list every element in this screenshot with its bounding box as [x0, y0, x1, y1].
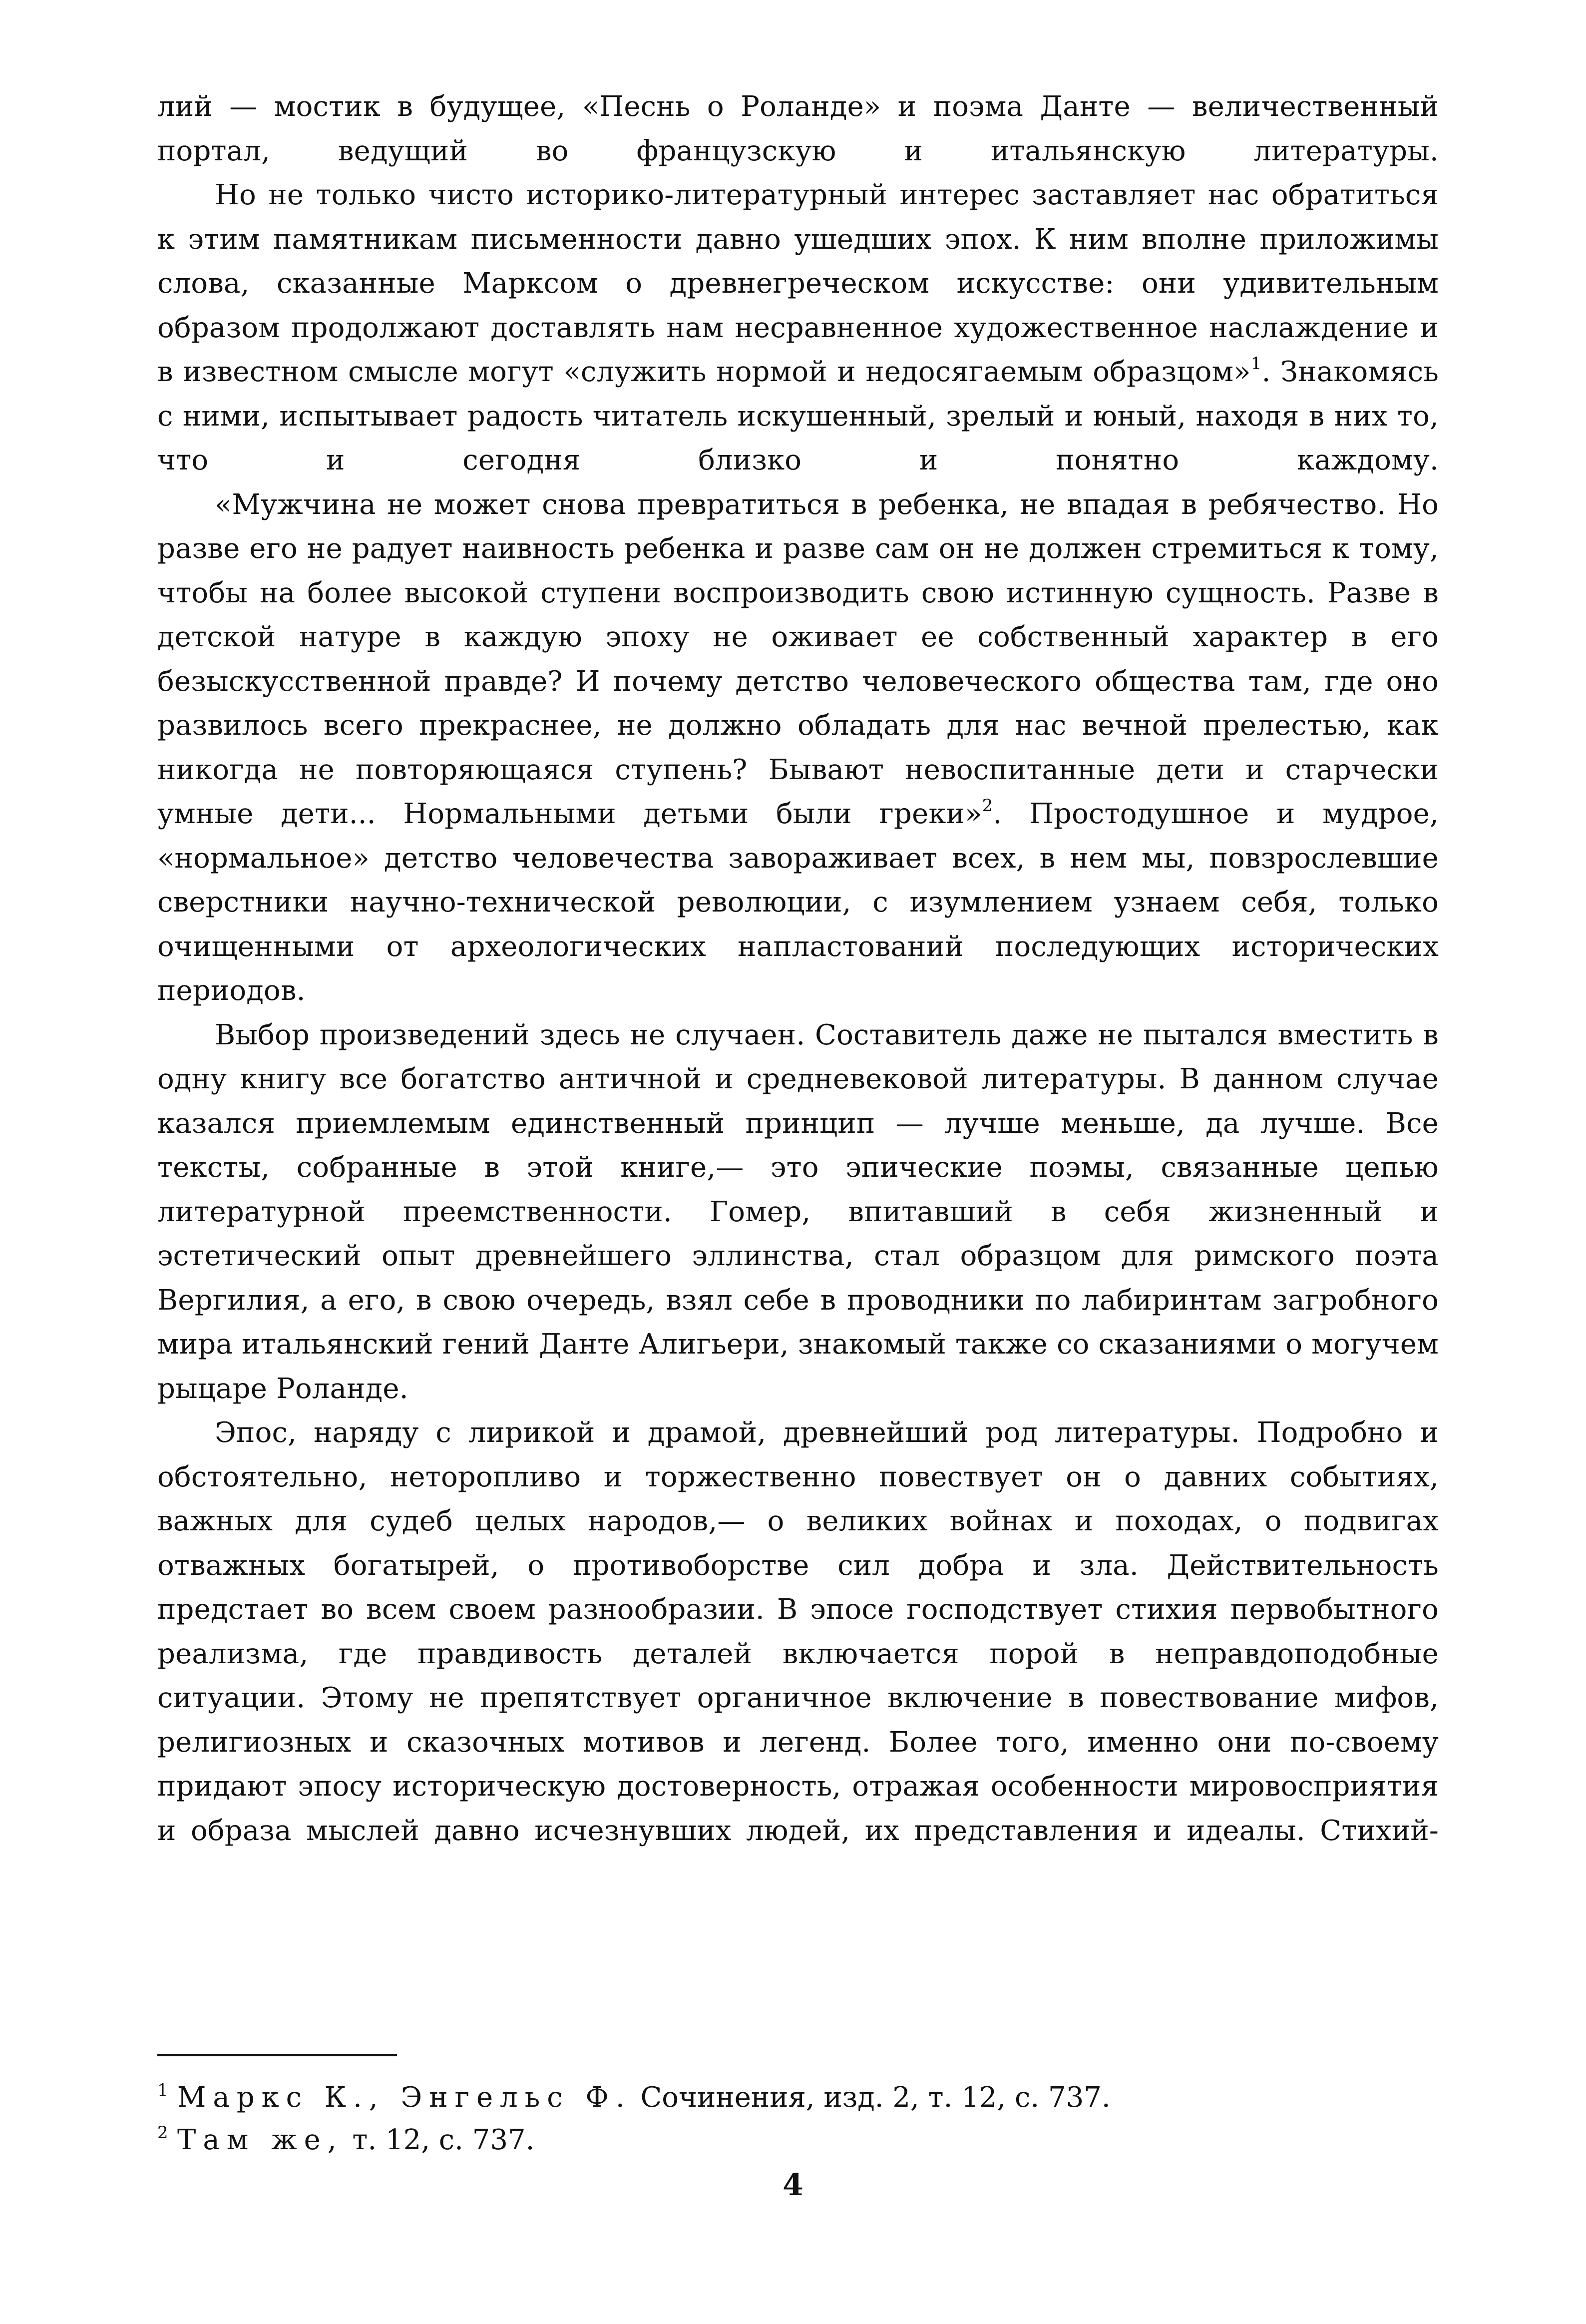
- paragraph-marx-quote: [157, 483, 1439, 1013]
- footnote-citation: т. 12, с. 737.: [343, 2124, 535, 2156]
- footnote-citation: Сочинения, изд. 2, т. 12, с. 737.: [631, 2081, 1111, 2114]
- footnote-mark: 2: [157, 2123, 168, 2143]
- footnotes: [157, 2073, 1439, 2158]
- footnote-2: [157, 2115, 1439, 2158]
- page-number: 4: [783, 2168, 803, 2203]
- paragraph-text: . Знакомясь с ними, испытывает радость читатель искушенный, зрелый и юный, находя в них то, что и сегодня близко и понятно каждому.: [157, 356, 1439, 476]
- body-text: [157, 85, 1439, 1853]
- footnote-author: Там же,: [177, 2124, 344, 2156]
- footnote-divider: [157, 2054, 397, 2056]
- paragraph-epos: Эпос, наряду с лирикой и драмой, древнейший род литературы. Подробно и обстоятельно, неторопливо и торжественно повествует он о давних событиях, важных для судеб целых народов,— о великих войнах и походах, о подвигах отважных богатырей, о противоборстве сил добра и зла. Действительность предстает во всем своем разнообразии. В эпосе господствует стихия первобытного реализма, где правдивость деталей включается порой в неправдоподобные ситуации. Этому не препятствует органичное включение в повествование мифов, религиозных и сказочных мотивов и легенд. Более того, именно они по-своему придают эпосу историческую достоверность, отражая особенности мировосприятия и образа мыслей давно исчезнувших людей, их представления и идеалы. Стихий-: [157, 1416, 1439, 1847]
- paragraph-historical-interest: [157, 173, 1439, 483]
- footnote-author: Маркс К., Энгельс Ф.: [177, 2081, 632, 2114]
- paragraph-continuation: лий — мостик в будущее, «Песнь о Роланде» и поэма Данте — величественный портал, ведущий во французскую и итальянскую литературы.: [157, 90, 1439, 167]
- paragraph-text: «Мужчина не может снова превратиться в ребенка, не впадая в ребячество. Но разве его не радует наивность ребенка и разве сам он не должен стремиться к тому, чтобы на более высокой ступени воспроизводить свою истинную сущность. Разве в детской натуре в каждую эпоху не оживает ее собственный характер в его безыскусственной правде? И почему детство человеческого общества там, где оно развилось всего прекраснее, не должно обладать для нас вечной прелестью, как никогда не повторяющаяся ступень? Бывают невоспитанные дети и старчески умные дети... Нормальными детьми были греки»: [157, 488, 1439, 830]
- footnote-ref-1[interactable]: 1: [1250, 354, 1262, 374]
- paragraph-text: . Простодушное и мудрое, «нормальное» детство человечества завораживает всех, в нем мы, повзрослевшие сверстники научно-технической революции, с изумлением узнаем себя, только очищенными от археологических напластований последующих исторических периодов.: [157, 798, 1439, 1007]
- paragraph-text: Но не только чисто историко-литературный интерес заставляет нас обратиться к этим памятникам письменности давно ушедших эпох. К ним вполне приложимы слова, сказанные Марксом о древнегреческом искусстве: они удивительным образом продолжают доставлять нам несравненное художественное наслаждение и в известном смысле могут «служить нормой и недосягаемым образцом»: [157, 179, 1439, 388]
- paragraph-selection: Выбор произведений здесь не случаен. Составитель даже не пытался вместить в одну книгу все богатство античной и средневековой литературы. В данном случае казался приемлемым единственный принцип — лучше меньше, да лучше. Все тексты, собранные в этой книге,— это эпические поэмы, связанные цепью литературной преемственности. Гомер, впитавший в себя жизненный и эстетический опыт древнейшего эллинства, стал образцом для римского поэта Вергилия, а его, в свою очередь, взял себе в проводники по лабиринтам загробного мира итальянский гений Данте Алигьери, знакомый также со сказаниями о могучем рыцаре Роланде.: [157, 1018, 1439, 1405]
- footnote-mark: 1: [157, 2080, 168, 2100]
- footnote-1: [157, 2073, 1439, 2115]
- footnote-ref-2[interactable]: 2: [982, 796, 993, 816]
